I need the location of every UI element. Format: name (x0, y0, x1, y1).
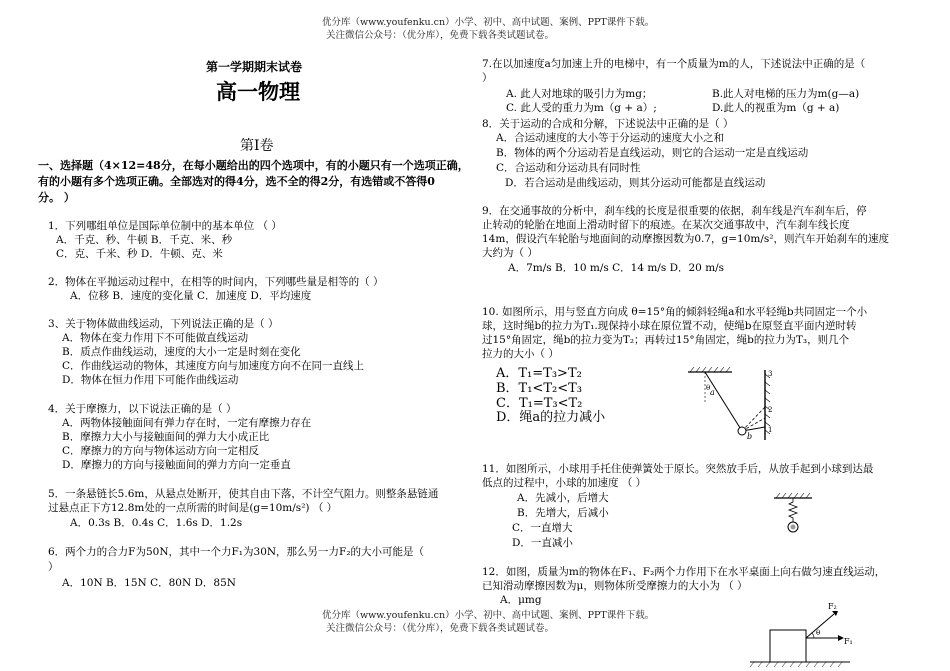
q12-line-1: 12．如图，质量为m的物体在F₁、F₂两个力作用下在水平桌面上向右做匀速直线运动， (482, 566, 886, 578)
q2-options-row-1: A．位移 B．速度的变化量 C．加速度 D．平均速度 (70, 290, 312, 302)
q8-option-c: C．合运动和分运动具有同时性 (496, 162, 641, 174)
q8-option-a: A．合运动速度的大小等于分运动的速度大小之和 (496, 132, 725, 144)
q10-option-d: D．绳a的拉力减小 (496, 410, 606, 425)
footer-line-2: 关注微信公众号：（优分库），免费下载各类试题试卷。 (326, 623, 555, 634)
q4-option-a: A．两物体接触面间有弹力存在时，一定有摩擦力存在 (62, 417, 312, 429)
exam-term: 第一学期期末试卷 (206, 60, 303, 74)
q3-option-c: C．作曲线运动的物体，其速度方向与加速度方向不在同一直线上 (62, 360, 365, 372)
q12-option-a: A．μmg (500, 594, 542, 606)
q7-line-2: ） (482, 72, 493, 84)
header-line-2: 关注微信公众号：（优分库），免费下载各类试题试卷。 (326, 30, 555, 41)
q10-option-b: B．T₁<T₂<T₃ (496, 381, 582, 396)
q10-line-3: 过15°角固定，绳b的拉力变为T₂；再转过15°角固定，绳b的拉力为T₃，则几个 (482, 334, 850, 346)
q9-line-1: 9．在交通事故的分析中，刹车线的长度是很重要的依据，刹车线是汽车刹车后，停 (482, 205, 867, 217)
section-heading-line-3: 分。 ） (38, 191, 75, 204)
q11-option-b: B．先增大，后减小 (517, 507, 609, 519)
q6-line-1: 6．两个力的合力F为50N，其中一个力F₁为30N，那么另一力F₂的大小可能是（ (48, 546, 425, 558)
q10-line-1: 10. 如图所示，用与竖直方向成 θ=15°角的倾斜轻绳a和水平轻绳b共同固定一个小 (482, 306, 868, 318)
q5-options-row-1: A．0.3s B．0.4s C．1.6s D．1.2s (70, 517, 243, 529)
q12-line-2: 已知滑动摩擦因数为μ，则物体所受摩擦力的大小为 （ ） (482, 580, 748, 592)
q7-line-1: 7.在以加速度a匀加速上升的电梯中，有一个质量为m的人，下述说法中正确的是（ (482, 58, 866, 70)
q8-option-b: B．物体的两个分运动若是直线运动，则它的合运动一定是直线运动 (496, 147, 809, 159)
header-line-1: 优分库（www.youfenku.cn）小学、初中、高中试题、案例、PPT课件下载。 (322, 17, 655, 28)
q10-fig-label-1: 1 (768, 426, 773, 434)
q6-line-2: ） (48, 561, 59, 573)
q3-option-b: B．质点作曲线运动，速度的大小一定是时刻在变化 (62, 346, 301, 358)
q10-fig-label-theta: θ (706, 384, 711, 392)
q10-fig-label-3: 3 (768, 370, 773, 378)
q10-option-a: A．T₁=T₃>T₂ (496, 366, 582, 381)
q9-line-2: 止转动的轮胎在地面上滑动时留下的痕迹。在某次交通事故中，汽车刹车线长度 (482, 219, 850, 231)
q12-fig-label-theta: θ (816, 629, 821, 637)
exam-volume: 第Ⅰ卷 (240, 138, 274, 154)
q10-fig-label-a: a (710, 388, 715, 397)
q3-option-d: D．物体在恒力作用下可能作曲线运动 (62, 374, 239, 386)
q8-stem: 8．关于运动的合成和分解，下述说法中正确的是（ ） (482, 118, 734, 130)
q1-stem: 1．下列哪组单位是国际单位制中的基本单位 （ ） (48, 220, 282, 232)
q4-stem: 4．关于摩擦力，以下说法正确的是（ ） (48, 403, 237, 415)
q4-option-b: B．摩擦力大小与接触面间的弹力大小成正比 (62, 431, 270, 443)
q11-line-2: 低点的过程中，小球的加速度 （ ） (482, 477, 647, 489)
q12-figure (750, 604, 860, 668)
q9-options-row-1: A．7m/s B．10 m/s C．14 m/s D．20 m/s (508, 262, 725, 274)
q12-fig-label-f1: F₁ (844, 637, 853, 646)
section-heading-line-1: 一、选择题（4×12=48分，在每小题给出的四个选项中，有的小题只有一个选项正确， (38, 159, 469, 172)
q9-line-4: 大约为（ ） (482, 247, 538, 259)
q2-stem: 2．物体在平抛运动过程中，在相等的时间内，下列哪些量是相等的（ ） (48, 276, 384, 288)
q3-stem: 3、关于物体做曲线运动，下列说法正确的是（ ） (48, 318, 279, 330)
q7-option-c: C. 此人受的重力为m（g + a）; (506, 102, 657, 114)
footer-line-1: 优分库（www.youfenku.cn）小学、初中、高中试题、案例、PPT课件下载。 (322, 610, 655, 621)
q10-option-c: C．T₁=T₃<T₂ (496, 396, 583, 411)
q11-option-a: A．先减小，后增大 (517, 492, 609, 504)
q8-option-d: D．若合运动是曲线运动，则其分运动可能都是直线运动 (505, 177, 766, 189)
q10-fig-label-2: 2 (768, 406, 773, 414)
q11-figure (770, 492, 820, 542)
q1-options-row-1: A．千克、秒、牛顿 B．千克、米、秒 (56, 234, 233, 246)
q11-line-1: 11．如图所示，小球用手托住使弹簧处于原长。突然放手后，从放手起到小球到达最 (482, 463, 874, 475)
q1-options-row-2: C．克、千米、秒 D．牛顿、克、米 (56, 248, 223, 260)
exam-subject: 高一物理 (216, 79, 300, 104)
q11-option-d: D．一直减小 (512, 537, 573, 549)
q7-option-d: D.此人的视重为m（g + a) (712, 102, 840, 114)
q3-option-a: A．物体在变力作用下不可能做直线运动 (62, 332, 249, 344)
q4-option-c: C．摩擦力的方向与物体运动方向一定相反 (62, 445, 260, 457)
q12-fig-label-f2: F₂ (828, 602, 837, 611)
q9-line-3: 14m，假设汽车轮胎与地面间的动摩擦因数为0.7，g=10m/s²，则汽车开始刹车的速度 (482, 233, 889, 245)
q10-line-2: 球，这时绳b的拉力为T₁.现保持小球在原位置不动，使绳b在原竖直平面内逆时转 (482, 320, 857, 332)
q5-line-2: 过悬点正下方12.8m处的一点所需的时间是(g=10m/s²) （ ） (48, 502, 338, 514)
q10-figure (680, 364, 790, 444)
q7-option-b: B.此人对电梯的压力为m(g—a) (712, 88, 860, 100)
section-heading-line-2: 有的小题有多个选项正确。全部选对的得4分，选不全的得2分，有选错或不答得0 (38, 175, 435, 188)
q10-line-4: 拉力的大小（ ） (482, 348, 559, 360)
q10-fig-label-b: b (747, 432, 753, 441)
q7-option-a: A. 此人对地球的吸引力为mg； (506, 88, 653, 100)
q4-option-d: D．摩擦力的方向与接触面间的弹力方向一定垂直 (62, 459, 291, 471)
q5-line-1: 5．一条悬链长5.6m，从悬点处断开，使其自由下落，不计空气阻力。则整条悬链通 (48, 488, 439, 500)
q6-options-row-1: A．10N B．15N C．80N D．85N (62, 577, 236, 589)
q11-option-c: C．一直增大 (512, 522, 573, 534)
